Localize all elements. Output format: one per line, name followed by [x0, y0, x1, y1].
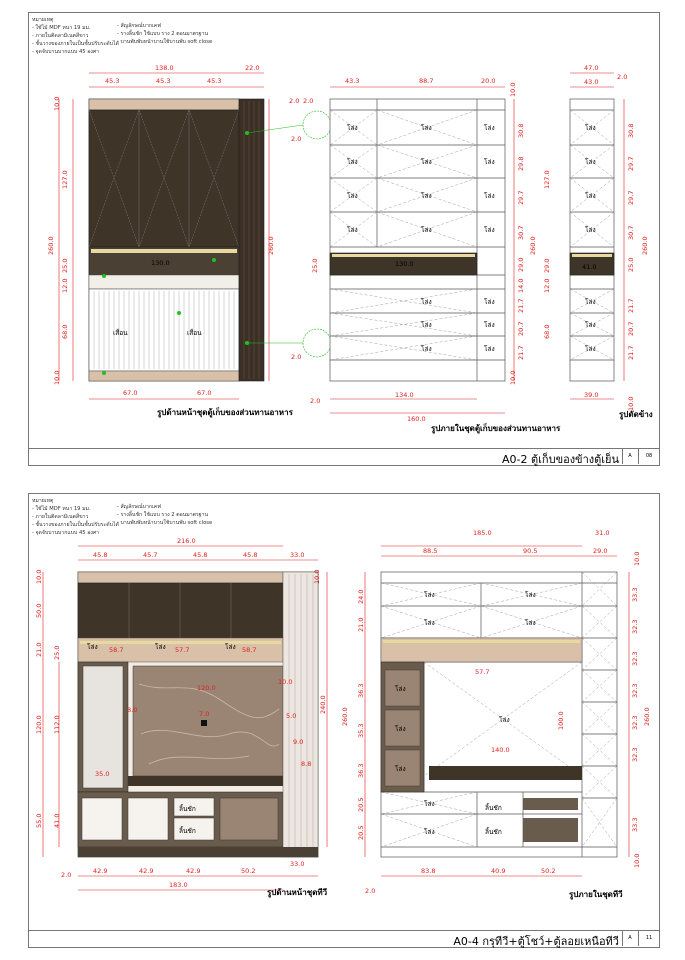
title-bar-2	[29, 930, 659, 947]
note-line: - ชั้นวางของภายในเป็นชั้นปรับระดับได้	[32, 41, 119, 47]
cell-label: โล่ง	[421, 226, 432, 234]
side-top-dim: 47.0	[584, 64, 599, 72]
interior-right-dim: 32.3	[631, 715, 639, 730]
cell-label: โล่ง	[421, 298, 432, 306]
sheet-title: A0-4 กรุทีวี+ตู้โชว์+ตู้ลอยเหนือทีวี	[453, 935, 619, 948]
interior-cell-label: โล่ง	[395, 725, 406, 733]
side-cell-label: โล่ง	[585, 321, 596, 329]
niche-width-label: 130.0	[151, 259, 170, 267]
front-top-dim: 45.3	[105, 77, 120, 85]
notes-heading: หมายเหตุ	[32, 498, 54, 504]
front-small-dim: 2.0	[289, 97, 300, 105]
tv-front-caption: รูปด้านหน้าชุดทีวี	[267, 888, 328, 897]
tv-width: 120.0	[197, 684, 216, 692]
front-misc: 5.0	[286, 712, 297, 720]
front-overall-bottom: 183.0	[169, 881, 188, 889]
cell-label: โล่ง	[421, 124, 432, 132]
interior-left-dim: 24.0	[357, 589, 365, 604]
interior-bottom-dim: 40.9	[491, 867, 506, 875]
front-bottom-dim: 42.9	[139, 867, 154, 875]
front-top-dim: 45.8	[193, 551, 208, 559]
side-right-dim: 21.7	[627, 345, 635, 360]
side-bottom-dim: 39.0	[584, 391, 599, 399]
interior-left-dim: 21.0	[357, 617, 365, 632]
interior-bottom-dim: 83.8	[421, 867, 436, 875]
cell-label: โล่ง	[484, 158, 495, 166]
front-overall-top: 216.0	[177, 537, 196, 545]
interior-right-dim: 33.3	[631, 817, 639, 832]
note-line: - ภายในติดลามิเนตสีขาว	[32, 514, 89, 520]
interior-cell-label: โล่ง	[499, 716, 510, 724]
note-line: - จุดจับบานบากแบบ 45 องศา	[32, 49, 100, 55]
note-line: - จุดจับบานบากแบบ 45 องศา	[32, 530, 100, 536]
side-right-dim: 30.8	[627, 123, 635, 138]
front-misc: 10.0	[278, 678, 293, 686]
interior-small: 2.0	[310, 397, 321, 405]
front-top-dim: 22.0	[245, 64, 260, 72]
front-left-dim: 68.0	[61, 324, 69, 339]
interior-right-dim: 10.0	[509, 370, 517, 385]
shelf-dim: 57.7	[175, 646, 190, 654]
front-misc: 7.0	[199, 710, 210, 718]
interior-right-dim: 14.0	[517, 278, 525, 293]
note-line: - ใช้ไม้ MDF หนา 19 มม.	[32, 506, 91, 512]
side-caption: รูปตัดข้าง	[619, 410, 653, 419]
front-misc: 10.0	[313, 569, 321, 584]
front-bottom-dim: 42.9	[186, 867, 201, 875]
front-left-dim: 55.0	[35, 813, 43, 828]
interior-right-dim: 32.3	[631, 747, 639, 762]
interior-right-dim: 30.8	[517, 123, 525, 138]
front-overall-top: 138.0	[155, 64, 174, 72]
cell-label: โล่ง	[484, 298, 495, 306]
cell-label: โล่ง	[421, 321, 432, 329]
cell-label: โล่ง	[421, 158, 432, 166]
side-right-dim: 29.7	[627, 190, 635, 205]
front-left-inner: 112.0	[53, 715, 61, 734]
cell-label: โล่ง	[347, 158, 358, 166]
interior-top-dim: 20.0	[481, 77, 496, 85]
side-right-dim: 29.7	[627, 156, 635, 171]
drawer-label: ลิ้นชัก	[179, 805, 196, 813]
front-top-dim: 45.8	[243, 551, 258, 559]
interior-cell-label: โล่ง	[424, 800, 435, 808]
front-left-dim: 50.0	[35, 603, 43, 618]
side-right-dim: 25.0	[627, 257, 635, 272]
interior-right-dim: 29.0	[517, 257, 525, 272]
front-left-dim: 21.0	[35, 642, 43, 657]
tv-interior-caption: รูปภายในชุดทีวี	[569, 890, 623, 899]
front-left-dim: 25.0	[61, 258, 69, 273]
interior-left-dim: 36.3	[357, 683, 365, 698]
front-top-dim: 45.3	[156, 77, 171, 85]
note-line: - รางลิ้นชัก ใช้แบบ ราง 2 ตอนมาตรฐาน	[117, 512, 209, 518]
front-left-dim: 127.0	[61, 170, 69, 189]
side-right-dim: 30.7	[627, 225, 635, 240]
side-left-overall: 260.0	[529, 236, 537, 255]
interior-top-dim: 88.7	[419, 77, 434, 85]
interior-right-dim: 33.3	[631, 587, 639, 602]
front-misc: 8.8	[301, 760, 312, 768]
interior-right-dim: 30.7	[517, 225, 525, 240]
drawer-label: ลิ้นชัก	[179, 827, 196, 835]
interior-right-dim: 21.7	[517, 345, 525, 360]
side-top-dim: 43.0	[584, 78, 599, 86]
front-top-dim: 45.3	[207, 77, 222, 85]
interior-overall-right: 260.0	[643, 707, 651, 726]
interior-cell-label: โล่ง	[424, 828, 435, 836]
side-cell-label: โล่ง	[585, 192, 596, 200]
front-small-dim: 2.0	[291, 353, 302, 361]
interior-sub-top: 29.0	[593, 547, 608, 555]
side-right-dim: 20.7	[627, 321, 635, 336]
front-bottom-dim: 67.0	[197, 389, 212, 397]
front-misc: 9.0	[293, 738, 304, 746]
side-bottom-right: 10.0	[627, 396, 635, 411]
interior-left-dim: 20.5	[357, 797, 365, 812]
side-left-dim: 68.0	[543, 324, 551, 339]
front-overall-right: 260.0	[267, 236, 275, 255]
interior-overall-bottom: 160.0	[407, 415, 426, 423]
interior-top-dim: 43.3	[345, 77, 360, 85]
front-misc: 8.0	[127, 706, 138, 714]
interior-top-dim: 185.0	[473, 529, 492, 537]
interior-niche-label: 130.0	[395, 260, 414, 268]
interior-center-dim: 57.7	[475, 668, 490, 676]
interior-right-dim: 32.3	[631, 683, 639, 698]
shelf-dim: 58.7	[109, 646, 124, 654]
interior-bottom-right: 10.0	[633, 853, 641, 868]
cell-label: โล่ง	[421, 192, 432, 200]
interior-right-dim: 32.3	[631, 651, 639, 666]
shelf-dim: 58.7	[242, 646, 257, 654]
sheet-1-drawing	[29, 13, 659, 449]
side-top-dim: 2.0	[617, 73, 628, 81]
front-bottom-dim: 42.9	[93, 867, 108, 875]
interior-center-dim: 100.0	[557, 711, 565, 730]
interior-center-dim: 140.0	[491, 746, 510, 754]
front-left-inner: 25.0	[53, 645, 61, 660]
interior-right-dim: 32.3	[631, 619, 639, 634]
shelf-cell-label: โล่ง	[155, 643, 166, 651]
side-cell-label: โล่ง	[585, 226, 596, 234]
front-bottom-dim: 67.0	[123, 389, 138, 397]
front-top-dim: 33.0	[290, 551, 305, 559]
side-cell-label: โล่ง	[585, 158, 596, 166]
side-cell-label: โล่ง	[585, 298, 596, 306]
cell-label: โล่ง	[347, 124, 358, 132]
interior-left-dim: 20.5	[357, 825, 365, 840]
sheet-letter: A	[622, 931, 637, 946]
interior-left-dim: 25.0	[311, 258, 319, 273]
cell-label: โล่ง	[484, 345, 495, 353]
shelf-cell-label: โล่ง	[87, 643, 98, 651]
interior-top-right: 10.0	[633, 551, 641, 566]
side-section-1	[570, 99, 614, 381]
front-top-dim: 45.8	[93, 551, 108, 559]
note-line: - บานพับพับหน้าบานใช้บานพับ soft close	[117, 520, 213, 526]
front-elevation-caption: รูปด้านหน้าชุดตู้เก็บของส่วนทานอาหาร	[157, 408, 293, 417]
cell-label: โล่ง	[484, 226, 495, 234]
interior-bottom-dim: 50.2	[541, 867, 556, 875]
side-niche-label: 41.0	[582, 263, 597, 271]
front-overall-left: 260.0	[47, 236, 55, 255]
sheet-title: A0-2 ตู้เก็บของข้างตู้เย็น	[502, 453, 619, 466]
tv-front-elevation	[78, 572, 318, 857]
sheet-letter: A	[622, 449, 637, 464]
cell-label: โล่ง	[484, 192, 495, 200]
cell-label: โล่ง	[421, 345, 432, 353]
front-left-inner: 41.0	[53, 813, 61, 828]
cell-label: โล่ง	[484, 321, 495, 329]
interior-cell-label: โล่ง	[424, 619, 435, 627]
side-left-dim: 12.0	[543, 278, 551, 293]
door-label-left: เสื่อน	[113, 329, 128, 337]
side-right-overall: 260.0	[641, 236, 649, 255]
interior-cell-label: โล่ง	[525, 619, 536, 627]
cell-label: โล่ง	[347, 226, 358, 234]
front-small-dim: 2.0	[303, 97, 314, 105]
side-left-dim: 127.0	[543, 170, 551, 189]
interior-right-dim: 10.0	[509, 82, 517, 97]
interior-sub-top: 90.5	[523, 547, 538, 555]
front-bottom-dim: 50.2	[241, 867, 256, 875]
front-bottom-dim: 33.0	[290, 860, 305, 868]
side-cell-label: โล่ง	[585, 124, 596, 132]
note-line: - ภายในติดลามิเนตสีขาว	[32, 33, 89, 39]
interior-cell-label: โล่ง	[525, 591, 536, 599]
interior-small: 2.0	[365, 887, 376, 895]
note-line: - ชั้นวางของภายในเป็นชั้นปรับระดับได้	[32, 522, 119, 528]
front-small: 2.0	[61, 871, 72, 879]
interior-drawer-label: ลิ้นชัก	[485, 828, 502, 836]
front-left-dim: 12.0	[61, 278, 69, 293]
interior-elevation-1	[330, 99, 505, 381]
door-label-right: เสื่อน	[187, 329, 202, 337]
front-left-dim: 120.0	[35, 715, 43, 734]
cell-label: โล่ง	[347, 192, 358, 200]
interior-overall-left: 260.0	[341, 707, 349, 726]
interior-right-dim: 29.7	[517, 190, 525, 205]
interior-inner-width: 134.0	[395, 391, 414, 399]
interior-sub-top: 88.5	[423, 547, 438, 555]
front-top-dim: 45.7	[143, 551, 158, 559]
side-left-dim: 29.0	[543, 258, 551, 273]
interior-right-dim: 20.7	[517, 321, 525, 336]
drawing-sheet-2	[28, 493, 660, 948]
interior-right-dim: 21.7	[517, 298, 525, 313]
interior-left-dim: 36.3	[357, 763, 365, 778]
interior-cell-label: โล่ง	[395, 685, 406, 693]
note-line: - รางลิ้นชัก ใช้แบบ ราง 2 ตอนมาตรฐาน	[117, 31, 209, 37]
shelf-cell-label: โล่ง	[225, 643, 236, 651]
front-left-dim: 10.0	[35, 569, 43, 584]
sheet-number: 08	[638, 449, 659, 464]
interior-right-dim: 29.8	[517, 156, 525, 171]
interior-drawer-label: ลิ้นชัก	[485, 804, 502, 812]
interior-top-dim: 31.0	[595, 529, 610, 537]
side-right-dim: 21.7	[627, 298, 635, 313]
front-left-dim: 10.0	[53, 96, 61, 111]
front-small-dim: 2.0	[291, 135, 302, 143]
note-line: - สัญลักษณ์บากเคฟ	[117, 504, 161, 510]
cell-label: โล่ง	[484, 124, 495, 132]
note-line: - สัญลักษณ์บากเคฟ	[117, 23, 161, 29]
sheet-2-drawing	[29, 494, 659, 931]
interior-left-dim: 35.3	[357, 723, 365, 738]
note-line: - ใช้ไม้ MDF หนา 19 มม.	[32, 25, 91, 31]
front-left-dim: 10.0	[53, 370, 61, 385]
sheet-number: 11	[638, 931, 659, 946]
interior-cell-label: โล่ง	[424, 591, 435, 599]
side-cell-label: โล่ง	[585, 345, 596, 353]
title-bar-1	[29, 448, 659, 465]
notes-heading: หมายเหตุ	[32, 17, 54, 23]
note-line: - บานพับพับหน้าบานใช้บานพับ soft close	[117, 39, 213, 45]
front-overall-right: 240.0	[319, 695, 327, 714]
interior-caption: รูปภายในชุดตู้เก็บของส่วนทานอาหาร	[431, 424, 561, 433]
front-misc: 35.0	[95, 770, 110, 778]
drawing-sheet-1	[28, 12, 660, 466]
interior-cell-label: โล่ง	[395, 765, 406, 773]
